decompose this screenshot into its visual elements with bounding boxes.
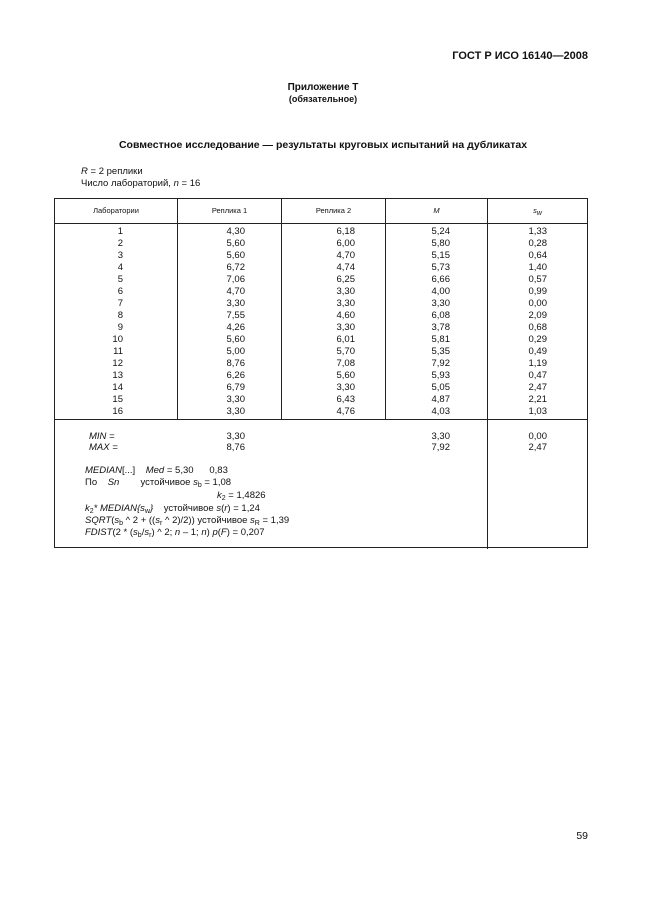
rep1-value: 6,26 (226, 370, 245, 381)
max-label: MAX = (89, 442, 118, 453)
header-m: M (433, 206, 440, 215)
lab-number: 5 (117, 274, 123, 285)
rep1-value: 5,60 (226, 250, 245, 261)
lab-number: 11 (113, 346, 123, 357)
sw-value: 0,49 (528, 346, 547, 357)
rep2-value: 6,25 (336, 274, 355, 285)
rep1-value: 6,79 (226, 382, 245, 393)
sw-value: 2,21 (528, 394, 547, 405)
appendix-title: Приложение Т (287, 82, 359, 93)
m-value: 4,00 (431, 286, 450, 297)
rep1-value: 4,30 (226, 226, 245, 237)
lab-number: 7 (117, 298, 123, 309)
col-divider (177, 199, 178, 419)
rep2-value: 5,70 (336, 346, 355, 357)
lab-number: 2 (117, 238, 123, 249)
lab-number: 13 (112, 370, 123, 381)
rep1-value: 7,55 (226, 310, 245, 321)
sw-value: 1,19 (528, 358, 547, 369)
rep1-value: 3,30 (226, 394, 245, 405)
formula-sn: По Sn устойчивое $s_b = 1,08$ (85, 477, 232, 489)
rep2-value: 4,60 (336, 310, 355, 321)
labs-count-line: Число лабораторий, n = 16 (81, 178, 201, 189)
rep2-value: 3,30 (336, 298, 355, 309)
rep2-value: 6,18 (336, 226, 355, 237)
rep1-value: 5,60 (226, 238, 245, 249)
header-labs: Лаборатории (93, 206, 139, 215)
sw-value: 1,40 (528, 262, 547, 273)
m-value: 5,81 (431, 334, 450, 345)
rep1-value: 7,06 (226, 274, 245, 285)
sw-value: 0,99 (528, 286, 547, 297)
sw-value: 1,33 (528, 226, 547, 237)
formula-k2-median: $k_2*$ $MEDIAN\{s_w\}$ устойчивое s(r) = 1,24 (85, 503, 260, 515)
m-value: 7,92 (431, 358, 450, 369)
rep1-value: 4,70 (226, 286, 245, 297)
rep1-value: 5,60 (226, 334, 245, 345)
m-value: 5,80 (431, 238, 450, 249)
results-table (54, 198, 588, 548)
lab-number: 15 (112, 394, 123, 405)
col-divider (487, 199, 488, 549)
m-value: 5,05 (431, 382, 450, 393)
rep1-value: 3,30 (226, 406, 245, 417)
rep2-value: 6,01 (336, 334, 355, 345)
max-rep1: 8,76 (226, 442, 245, 453)
sw-value: 0,28 (528, 238, 547, 249)
rep2-value: 3,30 (336, 322, 355, 333)
rep1-value: 6,72 (226, 262, 245, 273)
lab-number: 10 (112, 334, 123, 345)
m-value: 3,30 (431, 298, 450, 309)
m-value: 4,03 (431, 406, 450, 417)
sw-value: 2,09 (528, 310, 547, 321)
max-m: 7,92 (431, 442, 450, 453)
m-value: 4,87 (431, 394, 450, 405)
m-value: 5,93 (431, 370, 450, 381)
min-m: 3,30 (431, 431, 450, 442)
rep2-value: 3,30 (336, 286, 355, 297)
m-value: 5,15 (431, 250, 450, 261)
lab-number: 1 (117, 226, 123, 237)
replicates-line: R = 2 реплики (81, 166, 143, 177)
col-divider (281, 199, 282, 419)
min-label: MIN = (89, 431, 115, 442)
rep2-value: 5,60 (336, 370, 355, 381)
sw-value: 0,64 (528, 250, 547, 261)
formula-k2: $k_2 = 1,4826$ (217, 490, 266, 502)
header-sw: $s_w$ (533, 206, 542, 217)
formula-sqrt: $SQRT(s_b$ ^ $2 + ((s_r$ ^ 2)/2)) устойчивое $s_R = 1,39$ (85, 515, 290, 527)
sw-value: 0,47 (528, 370, 547, 381)
formula-fdist: FDIST(2 * $(s_b/s_r)$ ^ 2; n – 1; n) p(F) = 0,207 (85, 527, 265, 539)
m-value: 5,35 (431, 346, 450, 357)
m-value: 6,66 (431, 274, 450, 285)
sw-value: 0,00 (528, 298, 547, 309)
m-value: 5,24 (431, 226, 450, 237)
min-rep1: 3,30 (226, 431, 245, 442)
m-value: 3,78 (431, 322, 450, 333)
lab-number: 9 (117, 322, 123, 333)
lab-number: 8 (117, 310, 123, 321)
lab-number: 4 (117, 262, 123, 273)
max-sw: 2,47 (528, 442, 547, 453)
lab-number: 12 (112, 358, 123, 369)
rep1-value: 4,26 (226, 322, 245, 333)
lab-number: 3 (117, 250, 123, 261)
lab-number: 14 (112, 382, 123, 393)
rep1-value: 3,30 (226, 298, 245, 309)
min-sw: 0,00 (528, 431, 547, 442)
col-divider (385, 199, 386, 419)
rep1-value: 5,00 (226, 346, 245, 357)
table-header (55, 199, 587, 224)
formula-median: MEDIAN[...] Med = 5,30 0,83 (85, 465, 228, 476)
header-rep2: Реплика 2 (315, 206, 352, 215)
m-value: 6,08 (431, 310, 450, 321)
rep2-value: 6,00 (336, 238, 355, 249)
page-number: 59 (576, 830, 588, 842)
standard-header: ГОСТ Р ИСО 16140—2008 (452, 50, 588, 62)
rep2-value: 4,76 (336, 406, 355, 417)
m-value: 5,73 (431, 262, 450, 273)
rep2-value: 4,74 (336, 262, 355, 273)
appendix-note: (обязательное) (288, 94, 358, 104)
rep2-value: 6,43 (336, 394, 355, 405)
sw-value: 1,03 (528, 406, 547, 417)
sw-value: 0,68 (528, 322, 547, 333)
rep1-value: 8,76 (226, 358, 245, 369)
document-title: Совместное исследование — результаты круговых испытаний на дубликатах (118, 139, 528, 151)
rep2-value: 3,30 (336, 382, 355, 393)
rep2-value: 4,70 (336, 250, 355, 261)
sw-value: 0,29 (528, 334, 547, 345)
rep2-value: 7,08 (336, 358, 355, 369)
summary-divider (55, 419, 587, 420)
lab-number: 6 (117, 286, 123, 297)
sw-value: 2,47 (528, 382, 547, 393)
sw-value: 0,57 (528, 274, 547, 285)
lab-number: 16 (112, 406, 123, 417)
header-rep1: Реплика 1 (211, 206, 248, 215)
